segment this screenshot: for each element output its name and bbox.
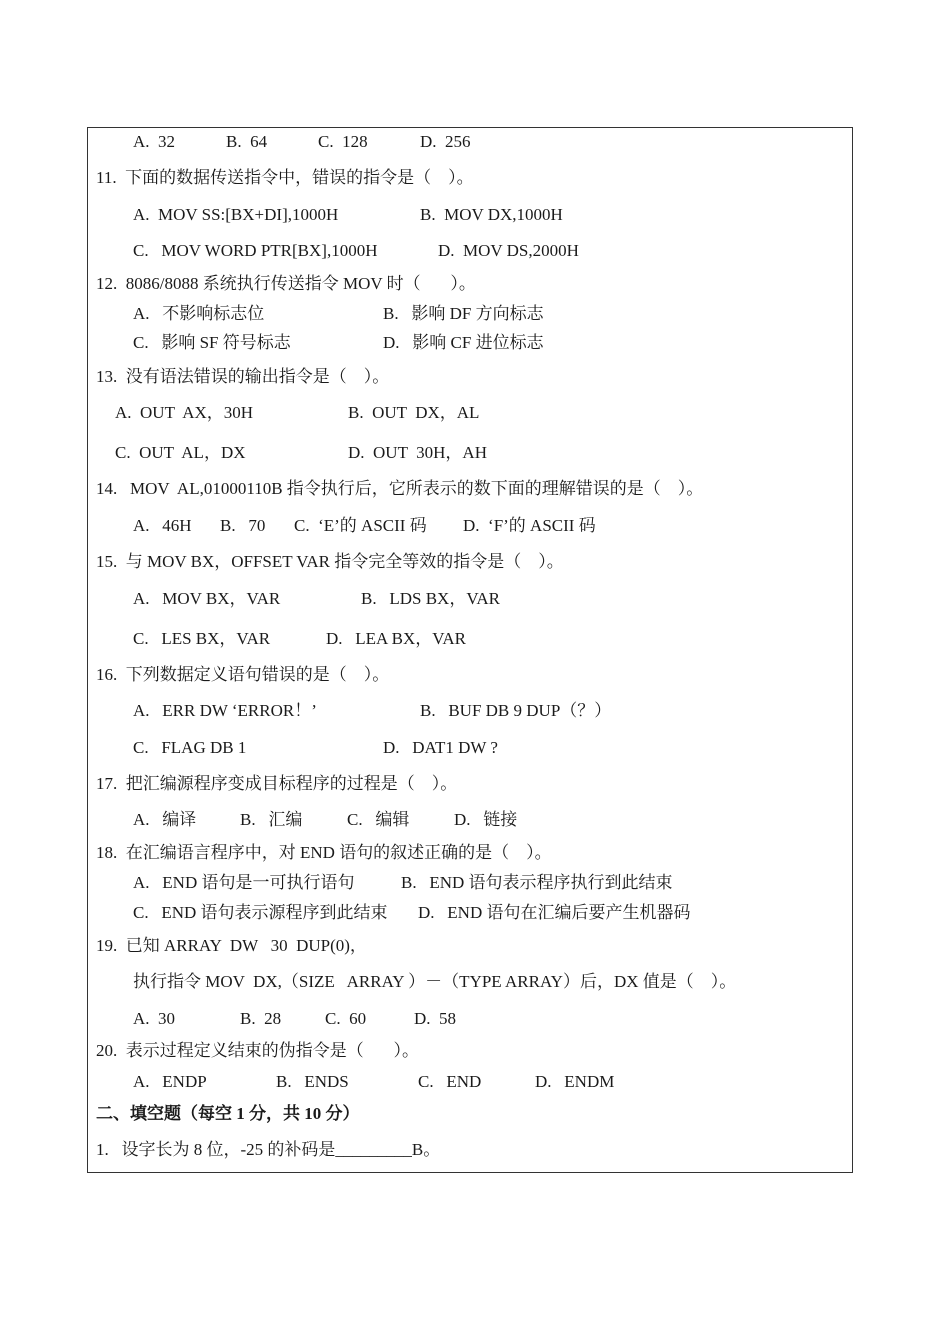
question-frame (87, 127, 853, 1173)
option-text: B. BUF DB 9 DUP（？） (420, 701, 612, 720)
option-text: B. OUT DX，AL (348, 403, 480, 422)
option-text: C. END 语句表示源程序到此结束 (133, 903, 388, 922)
option-text: D. MOV DS,2000H (438, 241, 579, 260)
option-text: B. 汇编 (240, 810, 303, 829)
option-text: C. ‘E’的 ASCII 码 (294, 516, 427, 535)
option-text: A. ERR DW ‘ERROR！’ (133, 701, 317, 720)
fill-in-question: 1. 设字长为 8 位，-25 的补码是_________B。 (96, 1140, 441, 1159)
option-text: A. 编译 (133, 810, 197, 829)
option-text: D. 链接 (454, 810, 518, 829)
option-text: A. 30 (133, 1009, 176, 1028)
question-stem-continued: 执行指令 MOV DX,（SIZE ARRAY ）－（TYPE ARRAY）后，DX 值是（ ）。 (133, 972, 737, 991)
option-text: C. 60 (325, 1009, 367, 1028)
option-text: B. 影响 DF 方向标志 (383, 304, 544, 323)
option-text: C. OUT AL，DX (115, 443, 246, 462)
option-text: B. END 语句表示程序执行到此结束 (401, 873, 673, 892)
question-stem: 17. 把汇编源程序变成目标程序的过程是（ ）。 (96, 774, 458, 793)
question-stem: 14. MOV AL,01000110B 指令执行后，它所表示的数下面的理解错误的是（ ）。 (96, 479, 704, 498)
option-text: B. LDS BX，VAR (361, 589, 501, 608)
option-text: C. 编辑 (347, 810, 410, 829)
option-text: B. MOV DX,1000H (420, 205, 563, 224)
option-text: A. END 语句是一可执行语句 (133, 873, 355, 892)
option-text: D. LEA BX，VAR (326, 629, 466, 648)
option-text: C. 影响 SF 符号标志 (133, 333, 291, 352)
option-text: D. OUT 30H，AH (348, 443, 487, 462)
option-text: B. ENDS (276, 1072, 349, 1091)
option-text: A. MOV BX，VAR (133, 589, 281, 608)
option-text: C. 128 (318, 132, 368, 151)
question-stem: 18. 在汇编语言程序中，对 END 语句的叙述正确的是（ ）。 (96, 843, 552, 862)
question-stem: 19. 已知 ARRAY DW 30 DUP(0)， (96, 936, 367, 955)
option-text: A. ENDP (133, 1072, 207, 1091)
question-stem: 20. 表示过程定义结束的伪指令是（ ）。 (96, 1041, 419, 1060)
option-text: D. 58 (414, 1009, 457, 1028)
question-stem: 12. 8086/8088 系统执行传送指令 MOV 时（ ）。 (96, 274, 476, 293)
option-text: C. END (418, 1072, 482, 1091)
option-text: B. 28 (240, 1009, 282, 1028)
option-text: C. MOV WORD PTR[BX],1000H (133, 241, 378, 260)
option-text: D. ENDM (535, 1072, 615, 1091)
option-text: D. 影响 CF 进位标志 (383, 333, 544, 352)
option-text: D. DAT1 DW ? (383, 738, 498, 757)
option-text: D. END 语句在汇编后要产生机器码 (418, 903, 691, 922)
question-stem: 13. 没有语法错误的输出指令是（ ）。 (96, 367, 390, 386)
option-text: C. LES BX，VAR (133, 629, 271, 648)
section-heading: 二、填空题（每空 1 分，共 10 分） (96, 1104, 360, 1123)
question-stem: 16. 下列数据定义语句错误的是（ ）。 (96, 665, 390, 684)
question-stem: 15. 与 MOV BX，OFFSET VAR 指令完全等效的指令是（ ）。 (96, 552, 564, 571)
option-text: B. 70 (220, 516, 266, 535)
option-text: D. 256 (420, 132, 471, 151)
question-stem: 11. 下面的数据传送指令中，错误的指令是（ ）。 (96, 168, 474, 187)
option-text: A. MOV SS:[BX+DI],1000H (133, 205, 339, 224)
option-text: A. OUT AX，30H (115, 403, 254, 422)
option-text: A. 不影响标志位 (133, 304, 265, 323)
option-text: D. ‘F’的 ASCII 码 (463, 516, 596, 535)
option-text: A. 32 (133, 132, 176, 151)
option-text: C. FLAG DB 1 (133, 738, 247, 757)
option-text: A. 46H (133, 516, 192, 535)
option-text: B. 64 (226, 132, 268, 151)
